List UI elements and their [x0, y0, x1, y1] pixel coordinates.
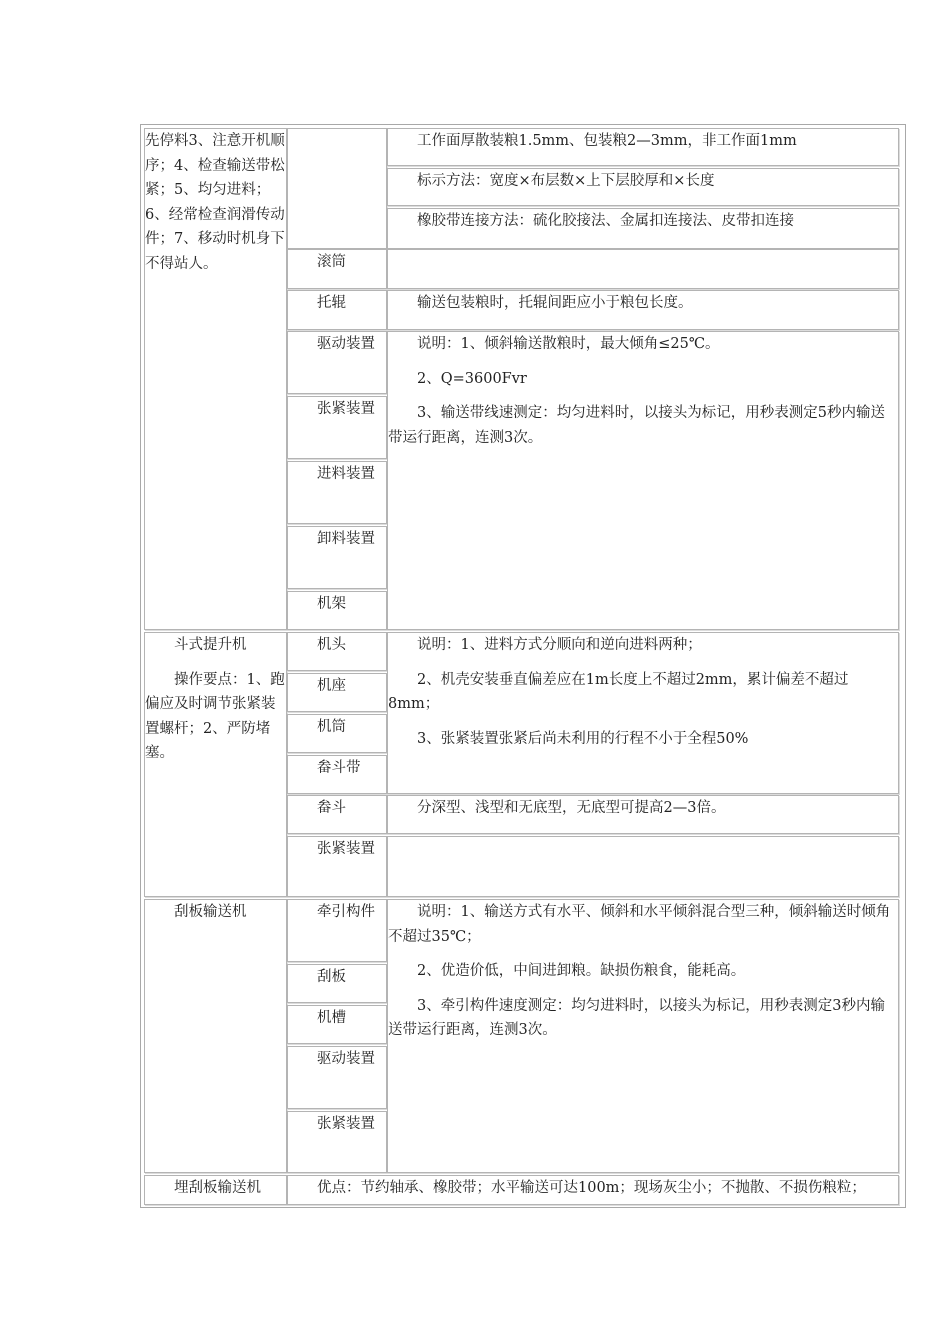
drum-detail-cell	[387, 249, 899, 289]
component-scraper	[287, 964, 387, 1003]
component-discharger	[287, 526, 387, 589]
section2-remark-1: 说明：1、进料方式分顺向和逆向进料两种；	[417, 637, 702, 653]
section1-remark-1: 说明：1、倾斜输送散粮时，最大倾角≤25℃。	[417, 336, 720, 352]
component-frame	[287, 591, 387, 630]
component-traction	[287, 899, 387, 962]
section2-name: 斗式提升机	[174, 637, 247, 653]
belt-spec-line-1: 工作面厚散装粮1.5mm、包装粮2—3mm，非工作面1mm	[417, 133, 797, 149]
section4-label-cell	[144, 1175, 287, 1205]
component-feeder	[287, 461, 387, 524]
section1-notes: 先停料3、注意开机顺序；4、检查输送带松紧；5、均匀进料；6、经常检查润滑传动件；7、移动时机身下不得站人。	[145, 133, 285, 272]
section3-name: 刮板输送机	[174, 904, 247, 920]
section3-label-cell	[144, 899, 287, 1173]
section3-remark-2: 2、优造价低，中间进卸粮。缺损伤粮食，能耗高。	[417, 963, 746, 979]
section2-remark-3: 3、张紧装置张紧后尚未利用的行程不小于全程50%	[417, 730, 749, 747]
component-label: 卸料装置	[317, 531, 375, 547]
section1-remark-2: 2、Q=3600Fvr	[417, 370, 527, 387]
section2-label-cell	[144, 632, 287, 897]
belt-spec-row-3	[387, 208, 899, 249]
section4-advantages-cell	[287, 1175, 899, 1205]
component-tensioner-3	[287, 1111, 387, 1173]
section3-remarks-cell	[387, 899, 899, 1173]
section2-remark-2: 2、机壳安装垂直偏差应在1m长度上不超过2mm，累计偏差不超过8mm；	[388, 671, 849, 712]
belt-spec-row-1	[387, 128, 899, 166]
idler-detail-cell	[387, 290, 899, 330]
component-base	[287, 673, 387, 712]
component-idler	[287, 290, 387, 330]
component-bucket	[287, 795, 387, 834]
component-label: 张紧装置	[317, 1116, 375, 1132]
belt-spec-line-2: 标示方法：宽度×布层数×上下层胶厚和×长度	[417, 173, 715, 189]
component-label: 机座	[317, 678, 346, 694]
section1-remarks-cell	[387, 331, 899, 630]
component-head	[287, 632, 387, 671]
component-label: 机槽	[317, 1010, 346, 1026]
spec-table	[140, 124, 906, 1208]
component-label: 刮板	[317, 969, 346, 985]
component-label: 畚斗	[317, 800, 346, 816]
component-label: 张紧装置	[317, 401, 375, 417]
component-label: 驱动装置	[317, 1051, 375, 1067]
section1-belt-label-cell	[287, 128, 387, 249]
component-label: 进料装置	[317, 466, 375, 482]
component-casing	[287, 714, 387, 753]
section3-remark-3: 3、牵引构件速度测定：均匀进料时，以接头为标记，用秒表测定3秒内输送带运行距离，连测3次。	[388, 997, 885, 1038]
component-tensioner-2	[287, 836, 387, 897]
component-label: 畚斗带	[317, 760, 361, 776]
section4-advantages: 优点：节约轴承、橡胶带；水平输送可达100m；现场灰尘小；不抛散、不损伤粮粒；	[317, 1180, 866, 1196]
component-label: 滚筒	[317, 254, 346, 270]
component-label: 机筒	[317, 719, 346, 735]
section3-remark-1: 说明：1、输送方式有水平、倾斜和水平倾斜混合型三种，倾斜输送时倾角不超过35℃；	[388, 904, 891, 945]
section1-remark-3: 3、输送带线速测定：均匀进料时，以接头为标记，用秒表测定5秒内输送带运行距离，连测3次。	[388, 405, 885, 446]
component-drum	[287, 249, 387, 289]
component-label: 张紧装置	[317, 841, 375, 857]
component-label: 机头	[317, 637, 346, 653]
component-bucket-belt	[287, 755, 387, 794]
section2-remarks-cell	[387, 632, 899, 794]
component-label: 托辊	[317, 295, 346, 311]
component-drive	[287, 331, 387, 394]
component-tensioner	[287, 396, 387, 459]
roller-note: 输送包装粮时，托辊间距应小于粮包长度。	[417, 295, 693, 311]
belt-spec-line-3: 橡胶带连接方法：硫化胶接法、金属扣连接法、皮带扣连接	[417, 213, 794, 229]
component-label: 驱动装置	[317, 336, 375, 352]
bucket-detail-cell	[387, 795, 899, 834]
component-drive-3	[287, 1046, 387, 1109]
bucket-note: 分深型、浅型和无底型，无底型可提高2—3倍。	[417, 800, 726, 816]
section1-notes-cell	[144, 128, 287, 630]
component-label: 牵引构件	[317, 904, 375, 920]
component-label: 机架	[317, 596, 346, 612]
belt-spec-row-2	[387, 168, 899, 206]
component-trough	[287, 1005, 387, 1044]
tensioner-detail-cell	[387, 836, 899, 897]
section2-notes: 操作要点：1、跑偏应及时调节张紧装置螺杆；2、严防堵塞。	[145, 671, 285, 761]
section4-name: 埋刮板输送机	[174, 1180, 261, 1196]
